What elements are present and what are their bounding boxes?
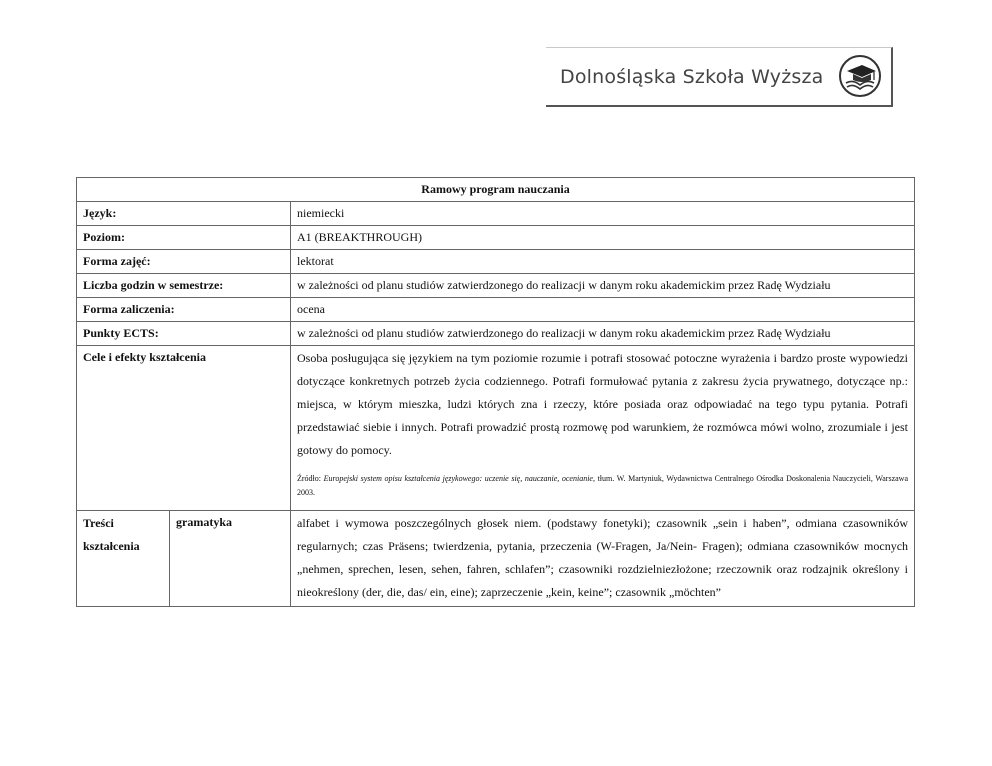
table-title-row — [77, 178, 915, 202]
table-row — [77, 322, 915, 346]
institution-name: Dolnośląska Szkoła Wyższa — [560, 66, 824, 88]
row-value: lektorat — [291, 250, 915, 274]
table-row — [77, 226, 915, 250]
row-label: Język: — [77, 202, 291, 226]
content-text-cell — [291, 511, 915, 607]
table-row — [77, 250, 915, 274]
row-label: Forma zaliczenia: — [77, 298, 291, 322]
content-label: Treści kształcenia — [77, 511, 170, 607]
row-label: Forma zajęć: — [77, 250, 291, 274]
row-label: Punkty ECTS: — [77, 322, 291, 346]
row-value: w zależności od planu studiów zatwierdzonego do realizacji w danym roku akademickim przez Radę Wydziału — [291, 274, 915, 298]
table-row — [77, 274, 915, 298]
row-value: A1 (BREAKTHROUGH) — [291, 226, 915, 250]
content-row — [77, 511, 915, 607]
row-value: ocena — [291, 298, 915, 322]
source-details: , tłum. W. Martyniuk, Wydawnictwa Centralnego Ośrodka Doskonalenia Nauczycieli, Warszawa 2003. — [297, 474, 909, 497]
source-prefix: Źródło: — [297, 474, 324, 483]
goals-text: Osoba posługująca się językiem na tym poziomie rozumie i potrafi stosować potoczne wyrażenia i bardzo proste wypowiedzi dotyczące konkretnych potrzeb życia codziennego. Potrafi formułować pytania z zakresu życia prywatnego, dotyczące np.: miejsca, w którym mieszka, ludzi których zna i rzeczy, które posiada oraz odpowiadać na tego typu pytania. Potrafi przedstawiać siebie i innych. Potrafi prowadzić prostą rozmowę pod warunkiem, że rozmówca mówi wolno, zrozumiale i jest gotowy do pomocy. — [297, 351, 909, 457]
content-text: alfabet i wymowa poszczególnych głosek niem. (podstawy fonetyki); czasownik „sein i haben”, odmiana czasowników regularnych; czas Präsens; twierdzenia, pytania, przeczenia (W-Fragen, Ja/Nein- Fragen); odmiana czasowników mocnych „nehmen, sprechen, lesen, sehen, fahren, schlafen”; czasowniki rozdzielniezłożone; rzeczownik oraz rodzajnik określony i nieokreślony (der, die, das/ ein, eine); zaprzeczenie „kein, keine”; czasownik „möchten” — [297, 516, 909, 599]
row-value: niemiecki — [291, 202, 915, 226]
table-row — [77, 202, 915, 226]
institution-logo — [546, 47, 893, 107]
goals-cell — [291, 346, 915, 511]
table-row — [77, 298, 915, 322]
graduation-cap-icon — [838, 53, 882, 99]
goals-label: Cele i efekty kształcenia — [77, 346, 291, 511]
row-label: Poziom: — [77, 226, 291, 250]
program-table — [76, 177, 915, 607]
source-citation — [297, 472, 908, 500]
row-label: Liczba godzin w semestrze: — [77, 274, 291, 298]
source-title: Europejski system opisu kształcenia językowego: uczenie się, nauczanie, ocenianie — [323, 474, 593, 483]
goals-row — [77, 346, 915, 511]
table-title: Ramowy program nauczania — [77, 178, 915, 202]
row-value: w zależności od planu studiów zatwierdzonego do realizacji w danym roku akademickim przez Radę Wydziału — [291, 322, 915, 346]
content-sublabel: gramatyka — [170, 511, 291, 607]
